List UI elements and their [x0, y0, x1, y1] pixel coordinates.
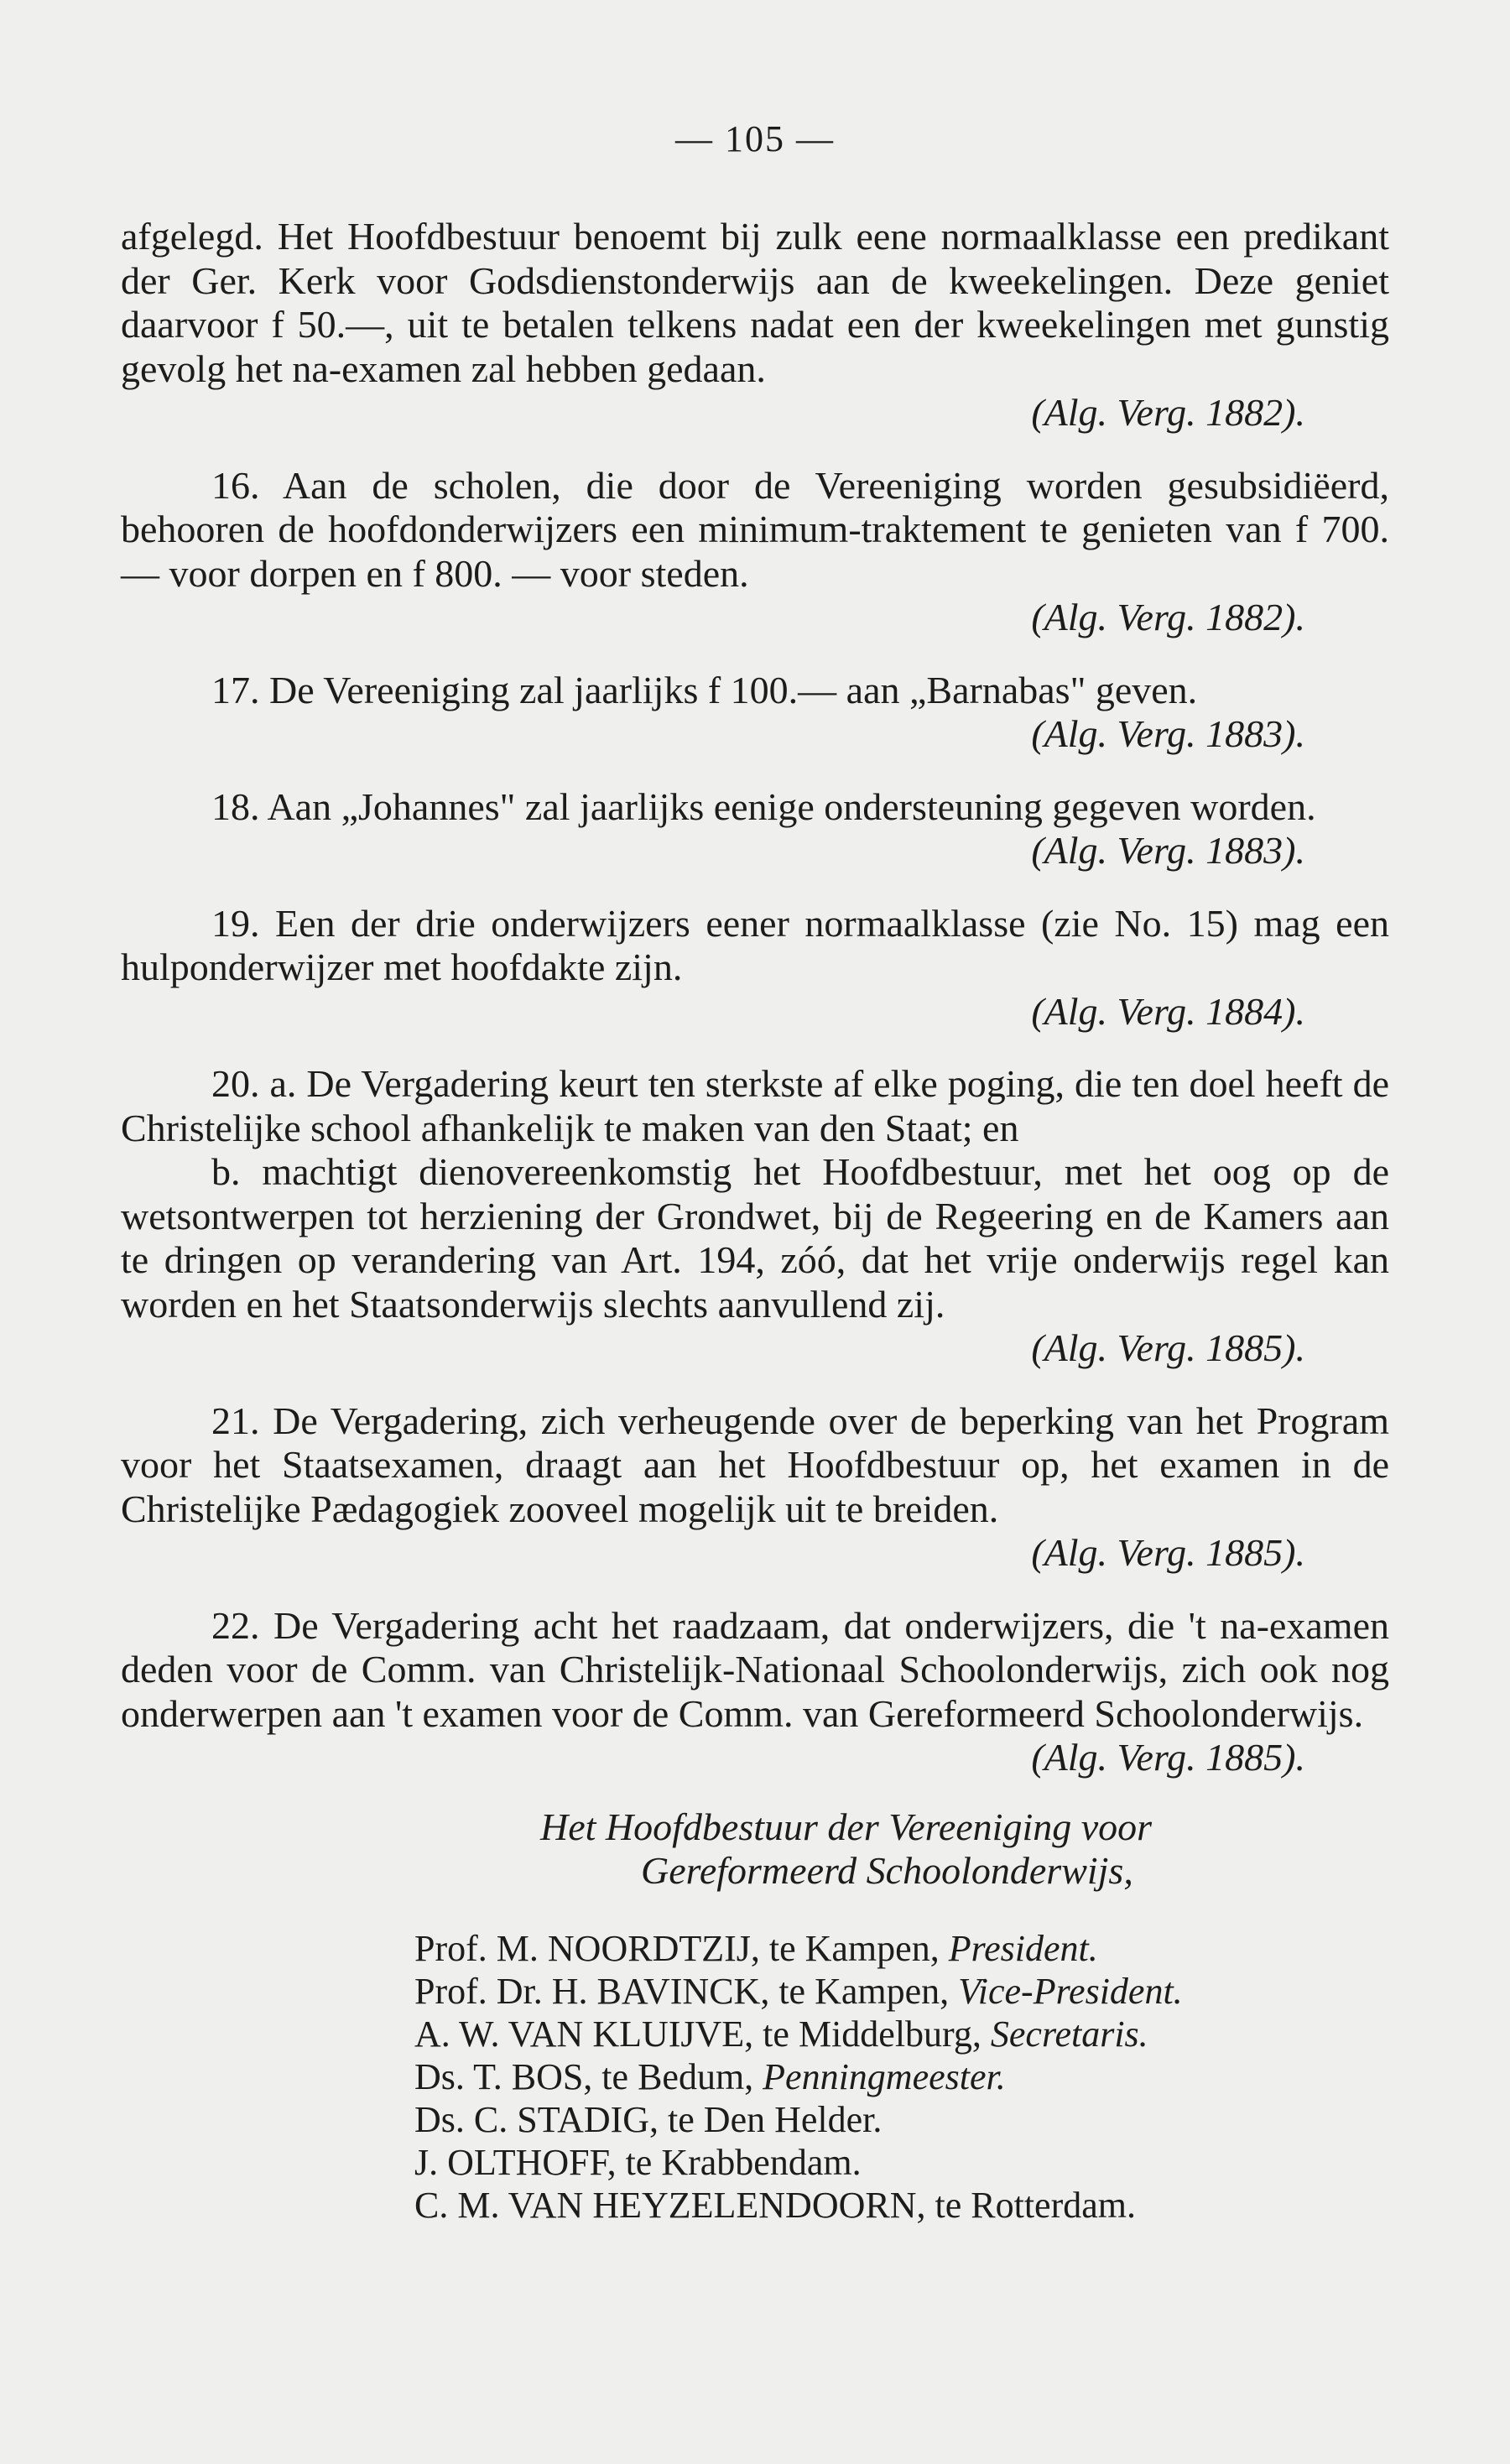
- member-name: J. OLTHOFF, te Krabbendam.: [414, 2141, 862, 2183]
- paragraph-text: 22. De Vergadering acht het raadzaam, dat onderwijzers, die 't na-examen deden voor de Comm. van Christelijk-Nationaal Schoolonderwijs, zich ook nog onderwerpen aan 't examen voor de Comm. van Gereformeerd Schoolonderwijs.: [121, 1603, 1389, 1735]
- paragraph-20a: [121, 1062, 1389, 1150]
- paragraph-text: 19. Een der drie onderwijzers eener normaalklasse (zie No. 15) mag een hulponderwijzer met hoofdakte zijn.: [121, 901, 1389, 988]
- paragraph-15-continued: [121, 215, 1389, 435]
- member-name: C. M. VAN HEYZELENDOORN, te Rotterdam.: [414, 2184, 1136, 2226]
- member-entry: [414, 1927, 1389, 1970]
- reference: (Alg. Verg. 1884).: [1031, 989, 1305, 1033]
- paragraph-text: 20. a. De Vergadering keurt ten sterkste af elke poging, die ten doel heeft de Christelijke school afhankelijk te maken van den Staat; en: [121, 1062, 1389, 1149]
- member-role: Secretaris.: [990, 2013, 1148, 2055]
- paragraph-text: 16. Aan de scholen, die door de Vereeniging worden gesubsidiëerd, behooren de hoofdonderwijzers een minimum-traktement te genieten van f 700. — voor dorpen en f 800. — voor steden.: [121, 463, 1389, 595]
- paragraph-17: [121, 669, 1389, 757]
- paragraph-21: [121, 1399, 1389, 1576]
- paragraph-22: [121, 1604, 1389, 1780]
- member-entry: [414, 2184, 1389, 2227]
- paragraph-text: afgelegd. Het Hoofdbestuur benoemt bij zulk eene normaalklasse een predikant der Ger. Kerk voor Godsdienstonderwijs aan de kweekelingen. Deze geniet daarvoor f 50.—, uit te betalen telkens nadat een der kweekelingen met gunstig gevolg het na-examen zal hebben gedaan.: [121, 215, 1389, 390]
- member-entry: [414, 2141, 1389, 2184]
- member-name: Ds. T. BOS, te Bedum,: [414, 2055, 754, 2097]
- member-name: A. W. VAN KLUIJVE, te Middelburg,: [414, 2013, 982, 2055]
- signature-block: [121, 1805, 1389, 1894]
- reference: (Alg. Verg. 1885).: [1031, 1531, 1305, 1574]
- signature-line-1: Het Hoofdbestuur der Vereeniging voor: [540, 1805, 1153, 1848]
- reference: (Alg. Verg. 1885).: [1031, 1326, 1305, 1369]
- paragraph-text: 21. De Vergadering, zich verheugende over de beperking van het Program voor het Staatsexamen, draagt aan het Hoofdbestuur op, het examen in de Christelijke Pædagogiek zooveel mogelijk uit te breiden.: [121, 1399, 1389, 1530]
- page-body: [121, 215, 1389, 2227]
- member-entry: [414, 2013, 1389, 2055]
- paragraph-text: 17. De Vereeniging zal jaarlijks f 100.— aan „Barnabas" geven.: [211, 668, 1198, 711]
- member-entry: [414, 2055, 1389, 2098]
- member-name: Ds. C. STADIG, te Den Helder.: [414, 2098, 883, 2140]
- reference: (Alg. Verg. 1882).: [1031, 391, 1305, 434]
- paragraph-16: [121, 464, 1389, 640]
- member-role: Vice-President.: [958, 1970, 1183, 2012]
- paragraph-20b: [121, 1150, 1389, 1371]
- reference: (Alg. Verg. 1882).: [1031, 596, 1305, 638]
- member-role: President.: [948, 1927, 1098, 1969]
- member-role: Penningmeester.: [763, 2055, 1006, 2097]
- board-members-list: [121, 1927, 1389, 2227]
- paragraph-18: [121, 785, 1389, 873]
- member-name: Prof. Dr. H. BAVINCK, te Kampen,: [414, 1970, 950, 2012]
- reference: (Alg. Verg. 1883).: [1031, 829, 1305, 872]
- member-entry: [414, 2098, 1389, 2141]
- member-entry: [414, 1970, 1389, 2013]
- reference: (Alg. Verg. 1883).: [1031, 712, 1305, 755]
- paragraph-19: [121, 902, 1389, 1034]
- paragraph-text: 18. Aan „Johannes" zal jaarlijks eenige ondersteuning gegeven worden.: [211, 784, 1316, 828]
- page-number: — 105 —: [675, 118, 835, 159]
- signature-line-2: Gereformeerd Schoolonderwijs,: [641, 1849, 1133, 1892]
- member-name: Prof. M. NOORDTZIJ, te Kampen,: [414, 1927, 940, 1969]
- reference: (Alg. Verg. 1885).: [1031, 1736, 1305, 1779]
- paragraph-text: b. machtigt dienovereenkomstig het Hoofdbestuur, met het oog op de wetsontwerpen tot herziening der Grondwet, bij de Regeering en de Kamers aan te dringen op verandering van Art. 194, zóó, dat het vrije onderwijs regel kan worden en het Staatsonderwijs slechts aanvullend zij.: [121, 1150, 1389, 1326]
